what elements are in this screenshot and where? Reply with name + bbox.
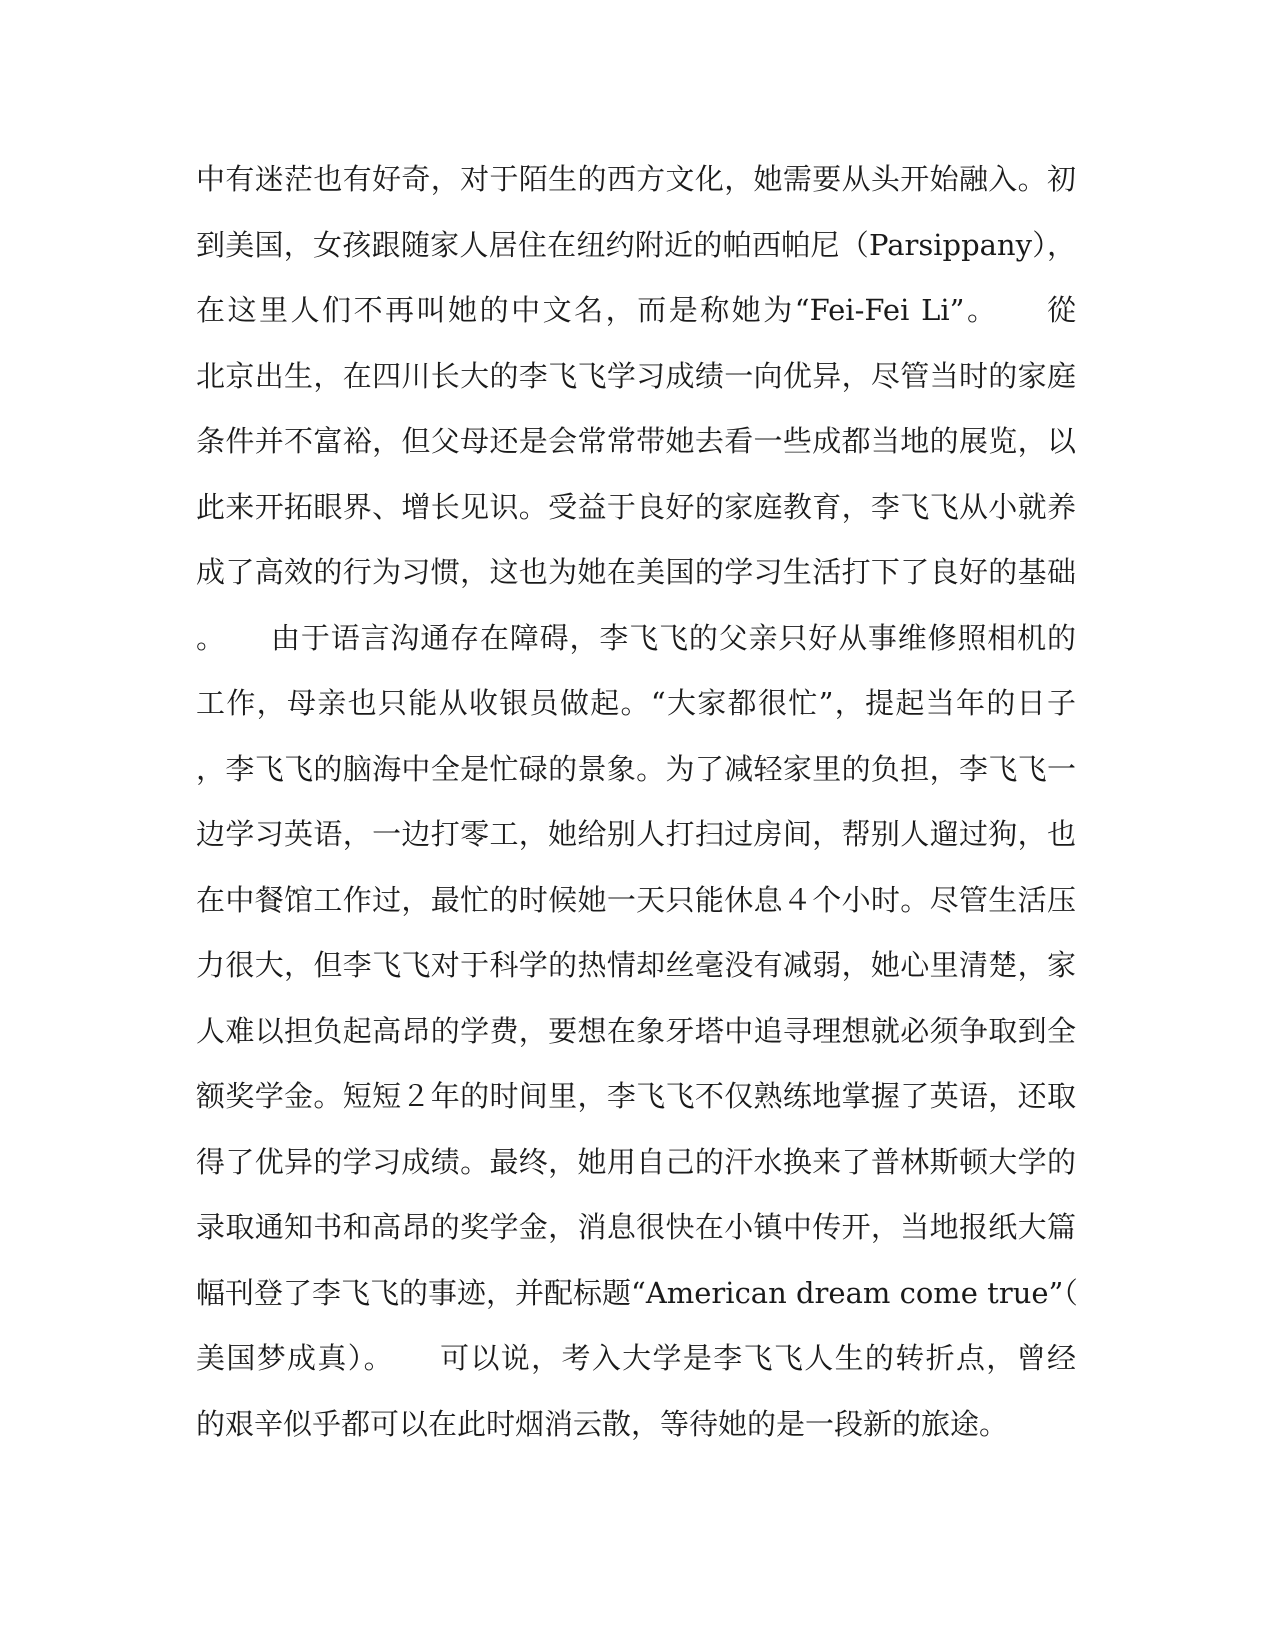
text-line: 录取通知书和高昂的奖学金，消息很快在小镇中传开，当地报纸大篇 [196, 1210, 1076, 1244]
text-line: 力很大，但李飞飞对于科学的热情却丝毫没有减弱，她心里清楚，家 [196, 948, 1076, 982]
text-line: 条件并不富裕，但父母还是会常常带她去看一些成都当地的展览，以 [196, 424, 1076, 458]
text-line: 在中餐馆工作过，最忙的时候她一天只能休息４个小时。尽管生活压 [196, 882, 1076, 917]
text-line: 的艰辛似乎都可以在此时烟消云散，等待她的是一段新的旅途。 [196, 1406, 1009, 1441]
text-line: 额奖学金。短短２年的时间里，李飞飞不仅熟练地掌握了英语，还取 [196, 1079, 1076, 1113]
text-line: 此来开拓眼界、增长见识。受益于良好的家庭教育，李飞飞从小就养 [196, 489, 1076, 524]
text-line: 得了优异的学习成绩。最终，她用自己的汗水换来了普林斯顿大学的 [196, 1144, 1076, 1179]
text-line: 美国梦成真）。 可以说，考入大学是李飞飞人生的转折点，曾经 [196, 1341, 1076, 1375]
text-line: 北京出生，在四川长大的李飞飞学习成绩一向优异，尽管当时的家庭 [196, 358, 1076, 393]
text-line: 中有迷茫也有好奇，对于陌生的西方文化，她需要从头开始融入。初 [196, 162, 1076, 196]
text-line: ，李飞飞的脑海中全是忙碌的景象。为了减轻家里的负担，李飞飞一 [196, 751, 1076, 786]
text-line: 边学习英语，一边打零工，她给别人打扫过房间，帮别人遛过狗，也 [196, 817, 1076, 851]
text-line: 到美国，女孩跟随家人居住在纽约附近的帕西帕尼（Parsippany）， [196, 227, 1076, 262]
text-line: 。 由于语言沟通存在障碍，李飞飞的父亲只好从事维修照相机的 [196, 620, 1076, 655]
text-line: 幅刊登了李飞飞的事迹，并配标题“American dream come true”（ [196, 1275, 1078, 1310]
text-line: 成了高效的行为习惯，这也为她在美国的学习生活打下了良好的基础 [196, 555, 1076, 589]
text-line: 工作，母亲也只能从收银员做起。“大家都很忙”，提起当年的日子 [196, 686, 1076, 720]
text-line: 人难以担负起高昂的学费，要想在象牙塔中追寻理想就必须争取到全 [196, 1013, 1076, 1048]
body-text [196, 160, 1076, 1470]
text-line: 在这里人们不再叫她的中文名，而是称她为“Fei-Fei Li”。 從 [196, 293, 1076, 327]
